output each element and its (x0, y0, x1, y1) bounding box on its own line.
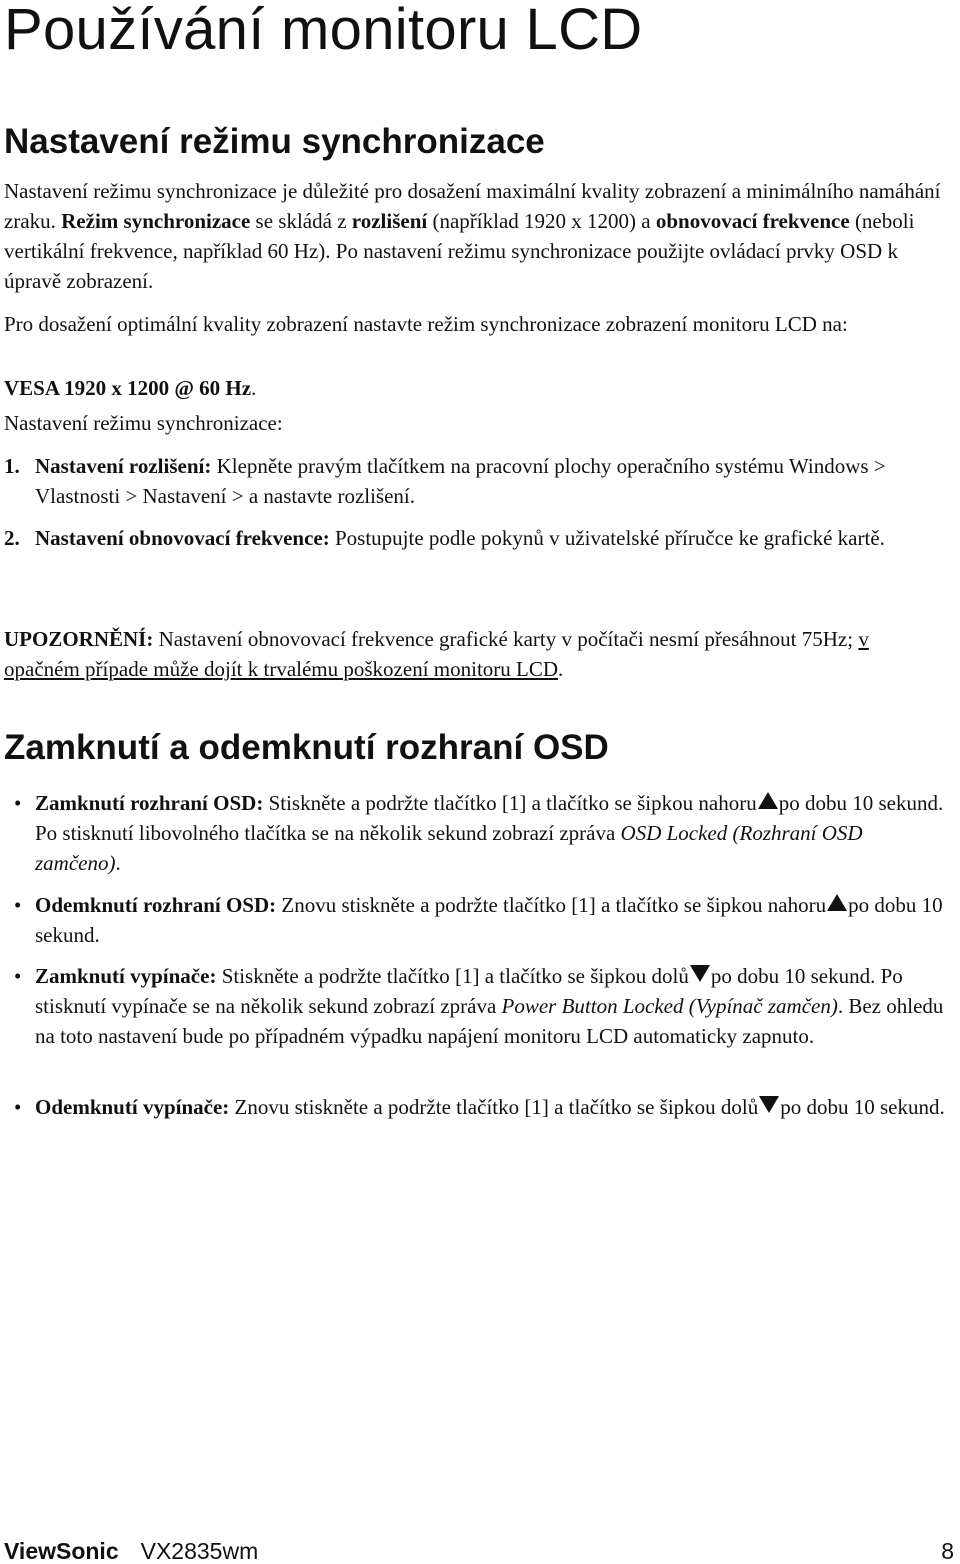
intro-text-4: (neboli vertikální frekvence, například 60 Hz). Po nastavení režimu synchronizace použijte ovládací prvky OSD k úpravě zobrazení. (4, 209, 915, 293)
section-heading-sync: Nastavení režimu synchronizace (4, 122, 545, 161)
step-number: 2. (4, 526, 20, 550)
intro-bold-resolution: rozlišení (351, 209, 428, 233)
step-item (4, 523, 949, 553)
vesa-mode: VESA 1920 x 1200 @ 60 Hz (4, 376, 252, 400)
intro-bold-refresh: obnovovací frekvence (655, 209, 850, 233)
intro-text-3: (například 1920 x 1200) a (427, 209, 656, 233)
up-arrow-icon (758, 792, 778, 809)
down-arrow-icon (690, 965, 710, 982)
bullet-text-3: . (115, 851, 121, 875)
bullet-dot: • (14, 964, 22, 988)
bullet-title: Odemknutí rozhraní OSD: (35, 893, 277, 917)
bullet-body (35, 890, 949, 950)
intro-bold-sync-mode: Režim synchronizace (61, 209, 251, 233)
bullet-text-2: po dobu 10 sekund. Po stisknutí libovolného tlačítka se na několik sekund zobrazí zpráva (35, 791, 944, 845)
bullet-text-2: po dobu 10 sekund. (780, 1095, 945, 1119)
warning-paragraph (4, 624, 949, 684)
bullet-text-3: . Bez ohledu na toto nastavení bude po případném výpadku napájení monitoru LCD automaticky zapnuto. (35, 994, 944, 1048)
warning-label: UPOZORNĚNÍ: (4, 627, 154, 651)
step-text: Postupujte podle pokynů v uživatelské příručce ke grafické kartě. (329, 526, 885, 550)
bullet-body (35, 961, 949, 1051)
intro-text-2: se skládá z (250, 209, 352, 233)
bullet-dot: • (14, 1095, 22, 1119)
bullet-text-1: Znovu stiskněte a podržte tlačítko [1] a tlačítko se šipkou nahoru (276, 893, 827, 917)
vesa-mode-line (4, 373, 949, 403)
vesa-dot: . (251, 376, 257, 400)
optimal-mode-paragraph: Pro dosažení optimální kvality zobrazení nastavte režim synchronizace zobrazení monitoru LCD na: (4, 312, 848, 336)
step-title: Nastavení rozlišení: (35, 454, 212, 478)
step-body (35, 451, 949, 511)
footer-model: VX2835wm (140, 1538, 259, 1564)
bullet-italic-message: Power Button Locked (Vypínač zamčen) (501, 994, 838, 1018)
step-title: Nastavení obnovovací frekvence: (35, 526, 330, 550)
bullet-item (4, 890, 949, 950)
bullet-body (35, 1092, 949, 1122)
warning-underlined-text: v opačném případe může dojít k trvalému poškození monitoru LCD (4, 627, 869, 681)
bullet-item (4, 788, 949, 878)
step-text: Klepněte pravým tlačítkem na pracovní plochy operačního systému Windows > Vlastnosti > Nastavení > a nastavte rozlišení. (35, 454, 886, 508)
sync-intro-paragraph (4, 176, 949, 296)
bullet-text-2: po dobu 10 sekund. Po stisknutí vypínače se na několik sekund zobrazí zpráva (35, 964, 903, 1018)
bullet-dot: • (14, 893, 22, 917)
bullet-body (35, 788, 949, 878)
page-number: 8 (941, 1538, 954, 1564)
page-title: Používání monitoru LCD (4, 0, 643, 62)
intro-text-1: Nastavení režimu synchronizace je důležité pro dosažení maximální kvality zobrazení a minimálního namáhání zraku. (4, 179, 941, 233)
step-body (35, 523, 949, 553)
bullet-title: Zamknutí vypínače: (35, 964, 217, 988)
bullet-text-1: Stiskněte a podržte tlačítko [1] a tlačítko se šipkou nahoru (263, 791, 757, 815)
up-arrow-icon (827, 894, 847, 911)
bullet-text-1: Stiskněte a podržte tlačítko [1] a tlačítko se šipkou dolů (216, 964, 689, 988)
set-sync-label: Nastavení režimu synchronizace: (4, 411, 283, 435)
footer-brand: ViewSonic (4, 1538, 119, 1564)
warning-end: . (558, 657, 564, 681)
warning-text: Nastavení obnovovací frekvence grafické karty v počítači nesmí přesáhnout 75Hz; (153, 627, 859, 651)
bullet-dot: • (14, 791, 22, 815)
bullet-text-1: Znovu stiskněte a podržte tlačítko [1] a tlačítko se šipkou dolů (229, 1095, 759, 1119)
bullet-italic-message: OSD Locked (Rozhraní OSD zamčeno) (35, 821, 863, 875)
bullet-title: Odemknutí vypínače: (35, 1095, 230, 1119)
bullet-item (4, 1092, 949, 1122)
bullet-text-2: po dobu 10 sekund. (35, 893, 943, 947)
bullet-title: Zamknutí rozhraní OSD: (35, 791, 264, 815)
section-heading-osd: Zamknutí a odemknutí rozhraní OSD (4, 728, 609, 767)
bullet-item (4, 961, 949, 1051)
down-arrow-icon (759, 1096, 779, 1113)
step-number: 1. (4, 454, 20, 478)
page-footer (4, 1538, 954, 1564)
step-item (4, 451, 949, 511)
